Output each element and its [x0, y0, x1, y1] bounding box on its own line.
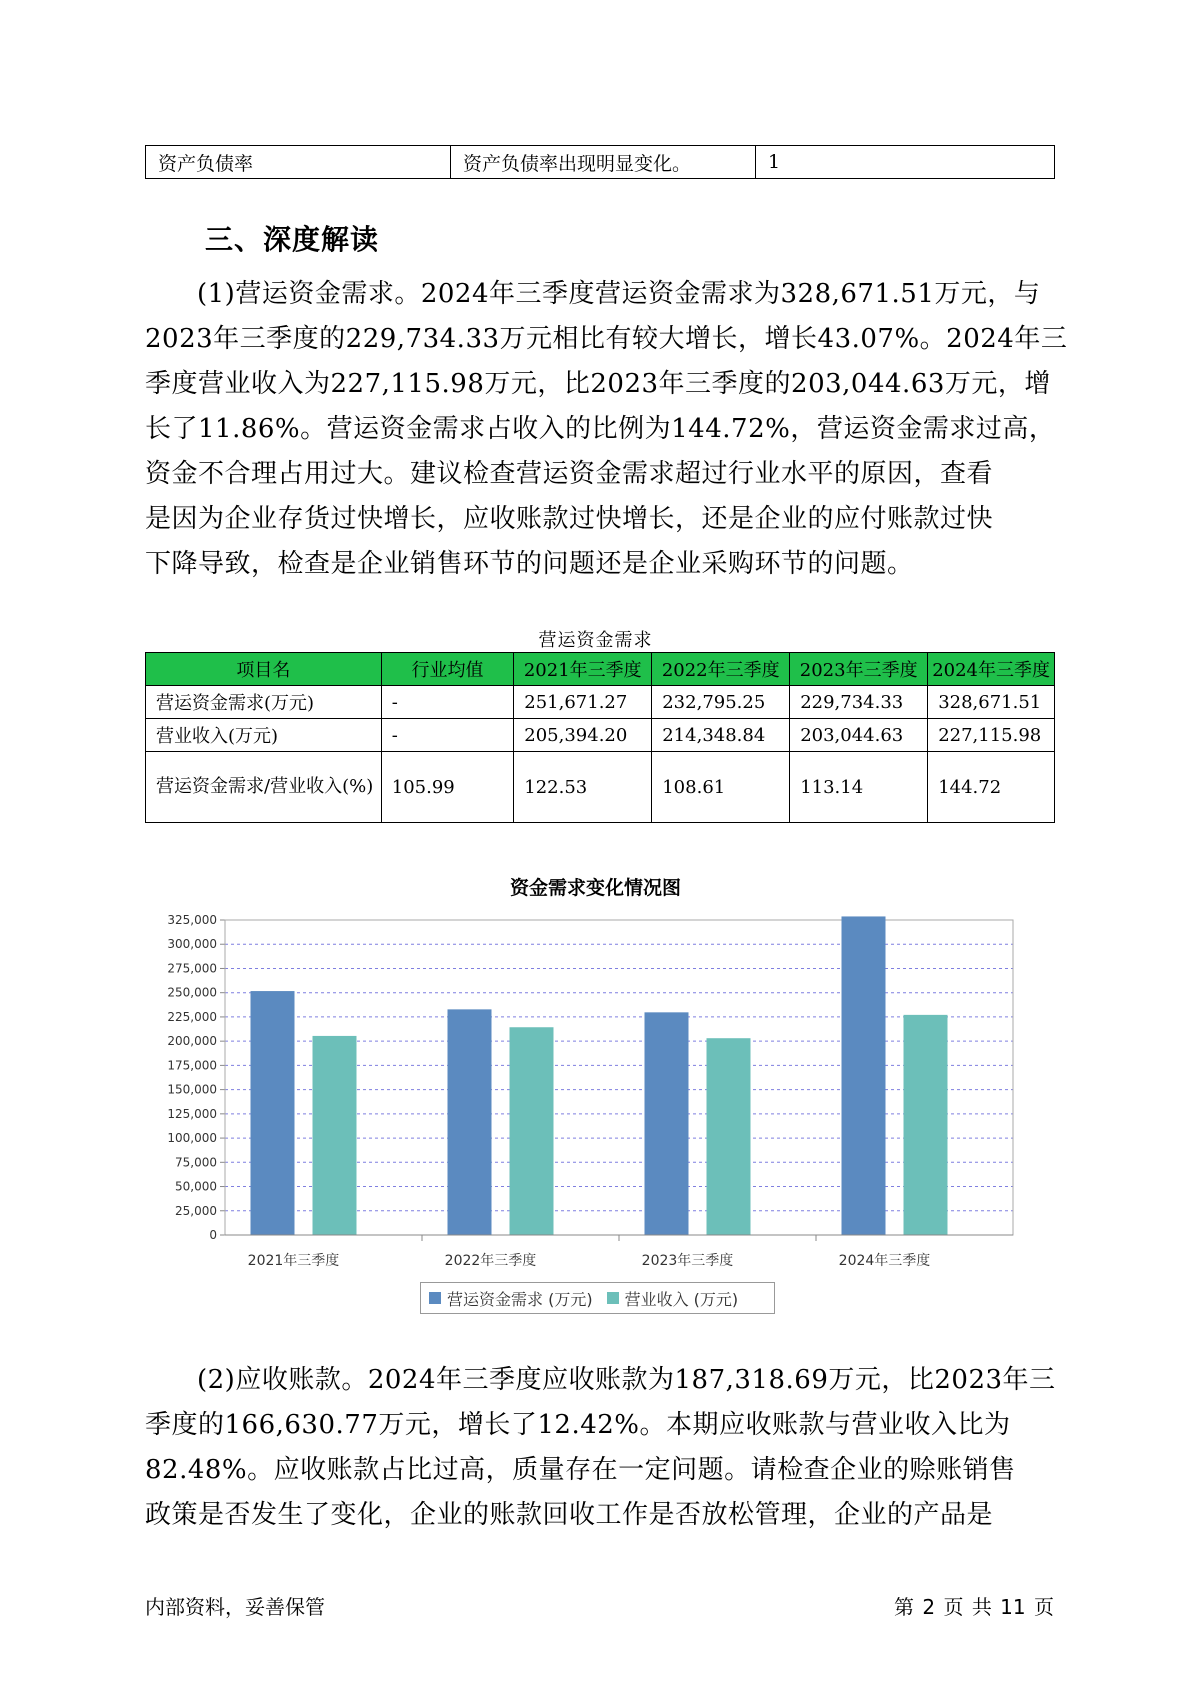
- indicator-name-cell: 资产负债率: [146, 146, 451, 179]
- legend-swatch: [429, 1292, 441, 1304]
- table-cell: 232,795.25: [652, 686, 790, 719]
- table-row: [146, 686, 1055, 719]
- y-tick-label: 225,000: [167, 1009, 217, 1024]
- footer-page-number: 第 2 页 共 11 页: [894, 1595, 1054, 1619]
- bar: [448, 1009, 492, 1235]
- table-cell: 122.53: [514, 752, 652, 823]
- y-tick-label: 0: [209, 1228, 217, 1242]
- y-tick-label: 100,000: [167, 1131, 217, 1146]
- bar-chart: [145, 905, 1025, 1269]
- table-cell: 205,394.20: [514, 719, 652, 752]
- y-tick-label: 75,000: [175, 1155, 217, 1170]
- y-tick-label: 175,000: [167, 1058, 217, 1073]
- y-tick-label: 250,000: [167, 985, 217, 1000]
- risk-table: [145, 145, 1055, 179]
- paragraph-line: 82.48%。应收账款占比过高，质量存在一定问题。请检查企业的赊账销售: [145, 1455, 1016, 1485]
- footer-confidential-note: 内部资料，妥善保管: [145, 1595, 325, 1619]
- table-cell: 108.61: [652, 752, 790, 823]
- legend-swatch: [607, 1292, 619, 1304]
- table-cell: -: [381, 686, 514, 719]
- indicator-desc-cell: 资产负债率出现明显变化。: [451, 146, 756, 179]
- paragraph-line: 2023年三季度的229,734.33万元相比有较大增长，增长43.07%。2024年三: [145, 324, 1068, 354]
- table-cell: 251,671.27: [514, 686, 652, 719]
- column-header: 2022年三季度: [652, 653, 790, 686]
- column-header: 2024年三季度: [928, 653, 1055, 686]
- paragraph-receivables: [145, 1358, 1063, 1538]
- column-header: 行业均值: [381, 653, 514, 686]
- table-cell: 营业收入(万元): [146, 719, 382, 752]
- paragraph-working-capital: [145, 272, 1068, 587]
- y-tick-label: 275,000: [167, 961, 217, 976]
- table-cell: 227,115.98: [928, 719, 1055, 752]
- x-tick-label: 2021年三季度: [247, 1253, 340, 1269]
- paragraph-line: 下降导致，检查是企业销售环节的问题还是企业采购环节的问题。: [145, 549, 914, 579]
- y-tick-label: 325,000: [167, 913, 217, 927]
- paragraph-line: (2)应收账款。2024年三季度应收账款为187,318.69万元，比2023年三: [197, 1365, 1056, 1395]
- y-tick-label: 300,000: [167, 937, 217, 952]
- table-cell: -: [381, 719, 514, 752]
- table-cell: 214,348.84: [652, 719, 790, 752]
- y-tick-label: 50,000: [175, 1179, 217, 1194]
- paragraph-line: 是因为企业存货过快增长，应收账款过快增长，还是企业的应付账款过快: [145, 504, 994, 534]
- bar: [707, 1038, 751, 1235]
- x-tick-label: 2022年三季度: [444, 1253, 537, 1269]
- bar: [842, 916, 886, 1235]
- paragraph-line: 政策是否发生了变化，企业的账款回收工作是否放松管理，企业的产品是: [145, 1500, 994, 1530]
- legend-item: [429, 1287, 593, 1310]
- bar: [645, 1012, 689, 1235]
- column-header: 2023年三季度: [790, 653, 928, 686]
- paragraph-line: 季度营业收入为227,115.98万元，比2023年三季度的203,044.63万元，增: [145, 369, 1051, 399]
- bar: [904, 1015, 948, 1235]
- y-tick-label: 25,000: [175, 1203, 217, 1218]
- legend-label: 营运资金需求 (万元): [447, 1289, 593, 1309]
- table-cell: 203,044.63: [790, 719, 928, 752]
- column-header: 项目名: [146, 653, 382, 686]
- legend-item: [607, 1287, 739, 1310]
- paragraph-line: 季度的166,630.77万元，增长了12.42%。本期应收账款与营业收入比为: [145, 1410, 1011, 1440]
- chart-title: 资金需求变化情况图: [509, 877, 681, 899]
- paragraph-line: 长了11.86%。营运资金需求占收入的比例为144.72%，营运资金需求过高，: [145, 414, 1056, 444]
- table-row: [146, 146, 1055, 179]
- table-cell: 113.14: [790, 752, 928, 823]
- table-cell: 144.72: [928, 752, 1055, 823]
- section-heading: 三、深度解读: [205, 223, 380, 256]
- paragraph-line: 资金不合理占用过大。建议检查营运资金需求超过行业水平的原因，查看: [145, 459, 994, 489]
- y-tick-label: 150,000: [167, 1082, 217, 1097]
- table-cell: 105.99: [381, 752, 514, 823]
- paragraph-line: (1)营运资金需求。2024年三季度营运资金需求为328,671.51万元，与: [197, 279, 1041, 309]
- chart-legend: [420, 1282, 775, 1314]
- table-row: [146, 752, 1055, 823]
- y-tick-label: 200,000: [167, 1034, 217, 1049]
- x-tick-label: 2023年三季度: [641, 1253, 734, 1269]
- table-row: [146, 719, 1055, 752]
- bar: [313, 1036, 357, 1235]
- table-cell: 营运资金需求(万元): [146, 686, 382, 719]
- legend-label: 营业收入 (万元): [624, 1289, 739, 1309]
- table-caption: 营运资金需求: [538, 630, 653, 651]
- column-header: 2021年三季度: [514, 653, 652, 686]
- table-header-row: [146, 653, 1055, 686]
- x-tick-label: 2024年三季度: [838, 1253, 931, 1269]
- bar: [510, 1027, 554, 1235]
- table-cell: 营运资金需求/营业收入(%): [146, 752, 382, 823]
- bar: [251, 991, 295, 1235]
- y-tick-label: 125,000: [167, 1106, 217, 1121]
- table-cell: 328,671.51: [928, 686, 1055, 719]
- working-capital-table: [145, 652, 1055, 823]
- table-cell: 229,734.33: [790, 686, 928, 719]
- indicator-count-cell: 1: [756, 146, 1055, 179]
